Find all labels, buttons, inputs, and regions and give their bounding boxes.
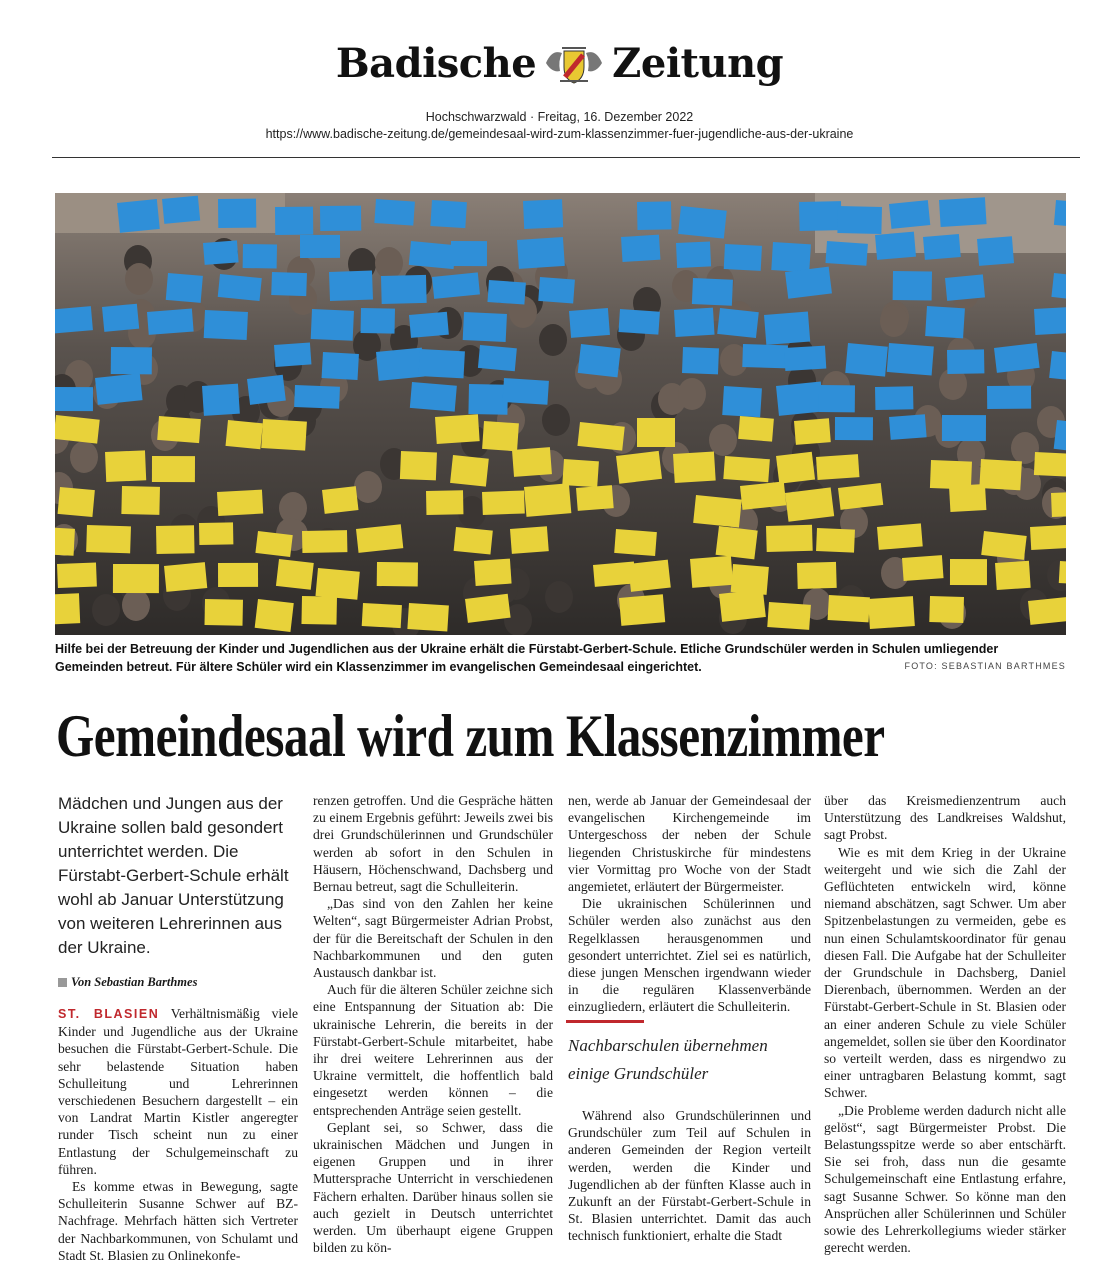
blue-sign [1049, 351, 1066, 383]
yellow-sign [1034, 452, 1066, 477]
blue-sign [374, 199, 415, 226]
yellow-sign [400, 451, 437, 480]
blue-sign [942, 415, 986, 441]
blue-sign [517, 237, 565, 269]
blue-sign [825, 241, 867, 266]
blue-sign [202, 384, 240, 416]
yellow-sign [1028, 597, 1066, 625]
blue-sign [945, 274, 985, 300]
blue-sign [994, 343, 1040, 373]
yellow-sign [261, 419, 307, 451]
yellow-sign [377, 562, 418, 586]
person-shape [678, 378, 706, 410]
blue-sign [785, 267, 832, 299]
yellow-sign [794, 418, 831, 445]
blue-sign [432, 272, 480, 298]
yellow-sign [719, 589, 766, 622]
blue-sign [468, 384, 508, 415]
newspaper-logo [336, 40, 783, 87]
blue-sign [166, 273, 203, 303]
yellow-sign [301, 596, 337, 625]
blue-sign [674, 308, 715, 337]
dateline: ST. BLASIEN [58, 1007, 160, 1021]
blue-sign [95, 373, 143, 405]
yellow-sign [616, 451, 662, 484]
yellow-sign [766, 525, 813, 552]
yellow-sign [981, 531, 1027, 560]
blue-sign [618, 309, 659, 335]
yellow-sign [510, 526, 549, 554]
yellow-sign [877, 523, 923, 550]
article-headline: Gemeindesaal wird zum Klassenzimmer [56, 703, 885, 769]
article-column-3 [568, 792, 811, 1016]
blue-sign [819, 385, 855, 412]
blue-sign [409, 312, 449, 338]
yellow-sign [164, 562, 207, 592]
yellow-sign [407, 603, 449, 631]
blue-sign [271, 272, 307, 296]
yellow-sign [86, 525, 131, 553]
yellow-sign [454, 527, 493, 555]
yellow-sign [157, 416, 201, 443]
yellow-sign [435, 414, 480, 444]
person-shape [122, 589, 150, 621]
byline-marker [58, 978, 67, 987]
blue-sign [569, 308, 610, 338]
yellow-sign [628, 560, 671, 592]
blue-sign [889, 414, 927, 440]
blue-sign [204, 310, 248, 340]
photo-credit: FOTO: SEBASTIAN BARTHMES [904, 661, 1066, 671]
blue-sign [361, 308, 395, 334]
blue-sign [478, 345, 517, 371]
blue-sign [320, 206, 361, 231]
yellow-sign [1051, 491, 1066, 517]
blue-sign [376, 348, 425, 381]
blue-sign [430, 200, 467, 228]
blue-sign [311, 309, 354, 341]
yellow-sign [797, 562, 837, 589]
blue-sign [925, 306, 965, 338]
yellow-sign [995, 561, 1031, 590]
yellow-sign [562, 459, 599, 487]
yellow-sign [482, 490, 525, 515]
yellow-sign [199, 522, 233, 545]
yellow-sign [828, 595, 870, 622]
blue-sign [724, 244, 762, 271]
paragraph-text: Verhältnismäßig viele Kinder und Jugendliche aus der Ukraine besuchen die Fürstabt-Gerbert-Schule. Die sehr belastende Situation haben Schulleitung und Lehrerinnen verschiedenen Besuchern dargestellt – ein von Landrat Martin Kistler angeregter runder Tisch scheint nun zu einer Entlastung der Schulgemeinschaft zu führen. [58, 1006, 298, 1177]
yellow-sign [426, 490, 463, 515]
yellow-sign [738, 416, 774, 442]
article-column-2 [313, 792, 553, 1256]
blue-sign [845, 343, 888, 377]
paragraph: Auch für die älteren Schüler zeichne sich eine Entspannung der Situation ab: Die ukrainische Lehrerin, die bereits in der Fürstabt-Gerbert-Schule mitarbeitet, habe ihr drei weitere Lehrerinnen aus der Ukraine vermittelt, die hoffentlich bald eingesetzt werden können – die entsprechenden Anträge seien gestellt. [313, 982, 553, 1118]
blue-sign [451, 241, 487, 266]
yellow-sign [482, 421, 519, 451]
yellow-sign [1030, 525, 1066, 550]
yellow-sign [113, 564, 159, 593]
person-shape [92, 594, 120, 626]
yellow-sign [950, 559, 987, 585]
yellow-sign [949, 484, 986, 512]
blue-sign [55, 306, 93, 334]
logo-word-right: Zeitung [612, 40, 784, 87]
article-url[interactable]: https://www.badische-zeitung.de/gemeindesaal-wird-zum-klassenzimmer-fuer-jugendliche-aus-der-ukraine [265, 127, 854, 141]
paragraph: Wie es mit dem Krieg in der Ukraine weitergeht und wie sich die Zahl der Geflüchteten entwickeln wird, könne niemand abschätzen, sagt Schwer. Um aber Spitzenbelastungen zu vermeiden, gebe es nun einen Schulamtskoordinator für genau diesen Fall. Die Aufgabe hat der Schulleiter der Grundschule in Dachsberg, Daniel Dierenbach, übernommen. Werden an der Fürstabt-Gerbert-Schule in St. Blasien oder an einer anderen Schule zu viele Schüler angemeldet, sollen sie über den Koordinator so verteilt werden, dass es nirgendwo zu einer untragbaren Belastung kommt, sagt Schwer. [824, 844, 1066, 1101]
blue-sign [55, 387, 93, 411]
article-subhead: Nachbarschulen übernehmen einige Grundschüler [568, 1036, 768, 1083]
yellow-sign [226, 420, 263, 449]
yellow-sign [474, 559, 512, 586]
blue-sign [977, 236, 1014, 266]
blue-sign [117, 199, 160, 233]
blue-sign [329, 270, 373, 300]
blue-sign [322, 352, 359, 380]
blue-sign [275, 207, 313, 235]
paragraph: renzen getroffen. Und die Gespräche hätten zu einem Ergebnis geführt: Jeweils zwei bis drei Grundschülerinnen und Grundschüler werden ab sofort in den Schulen in Häusern, Höchenschwand, Dachsberg und Bernau betreut, sagt die Schulleiterin. [313, 793, 553, 895]
person-shape [709, 424, 737, 456]
yellow-sign [576, 485, 614, 511]
yellow-sign [673, 451, 716, 482]
blue-sign [893, 271, 932, 301]
blue-sign [771, 242, 811, 272]
paragraph: „Das sind von den Zahlen her keine Welten“, sagt Bürgermeister Adrian Probst, der für die Bereitschaft der Schulen in den Nachbarkommunen und den guten Austausch dankbar ist. [313, 896, 553, 981]
blue-sign [637, 201, 671, 230]
yellow-sign [255, 531, 292, 557]
blue-sign [1051, 273, 1066, 301]
blue-sign [923, 234, 961, 260]
blue-sign [419, 349, 465, 378]
yellow-sign [723, 456, 770, 482]
blue-sign [243, 244, 277, 269]
blue-sign [102, 304, 139, 332]
header-rule [52, 157, 1080, 158]
blue-sign [939, 197, 987, 227]
person-shape [539, 324, 567, 356]
paragraph: Während also Grundschülerinnen und Grundschüler zum Teil auf Schulen in anderen Gemeinden der Region verteilt werden, werden die Kinder und Jugendlichen ab der fünften Klasse auch in Zukunft an der Fürstabt-Gerbert-Schule in St. Blasien unterrichtet. Damit das auch technisch funktioniert, erhalte die Stadt [568, 1108, 811, 1244]
masthead [0, 40, 1119, 87]
blue-sign [300, 235, 340, 258]
blue-sign [502, 378, 548, 405]
paragraph: Die ukrainischen Schülerinnen und Schüler werden also zunächst aus den Regelklassen herausgenommen und gesondert unterrichtet. Ziel sei es natürlich, diese jungen Menschen irgendwann wieder in die regulären Klassenverbände einzugliedern, erläutert die Schulleiterin. [568, 896, 811, 1015]
yellow-sign [362, 603, 402, 628]
yellow-sign [218, 563, 258, 587]
blue-sign [717, 308, 759, 338]
yellow-sign [524, 483, 571, 517]
byline [58, 975, 298, 990]
yellow-sign [785, 487, 834, 521]
blue-sign [463, 312, 507, 342]
blue-sign [162, 196, 200, 224]
blue-sign [111, 347, 152, 374]
yellow-sign [1059, 561, 1066, 585]
yellow-sign [693, 495, 742, 528]
yellow-sign [716, 526, 758, 559]
blue-sign [147, 309, 194, 335]
yellow-sign [57, 563, 97, 588]
crowd-with-signs-image [55, 193, 1066, 635]
subhead-rule [566, 1020, 644, 1023]
byline-author: Von Sebastian Barthmes [71, 975, 198, 989]
person-shape [375, 247, 403, 279]
yellow-sign [776, 452, 815, 484]
yellow-sign [152, 456, 195, 482]
blue-sign [1054, 200, 1066, 228]
yellow-sign [55, 593, 80, 625]
blue-sign [784, 346, 826, 371]
blue-sign [676, 241, 711, 268]
yellow-sign [767, 602, 811, 630]
person-shape [542, 404, 570, 436]
blue-sign [678, 206, 727, 239]
blue-sign [722, 386, 762, 417]
blue-sign [987, 386, 1031, 409]
blue-sign [875, 232, 916, 260]
blue-sign [247, 375, 286, 405]
yellow-sign [619, 594, 665, 626]
paragraph: „Die Probleme werden dadurch nicht alle gelöst“, sagt Bürgermeister Probst. Die Belastungsspitze werde so aber entschärft. Sie sei froh, dass nun die gesamte Schulgemeinschaft eine Entlastung erfahre, sagt Susanne Schwer. So könne man den Ansprüchen aller Schülerinnen und Schüler sowie des Lehrerkollegiums wieder stärker gerecht werden. [824, 1102, 1066, 1256]
yellow-sign [816, 528, 855, 553]
blue-sign [835, 417, 873, 440]
blue-sign [889, 200, 930, 229]
blue-sign [538, 277, 575, 303]
yellow-sign [450, 455, 489, 487]
yellow-sign [217, 490, 263, 516]
blue-sign [274, 342, 311, 366]
person-shape [880, 305, 908, 337]
blue-sign [742, 344, 788, 368]
blue-sign [203, 240, 239, 265]
blue-sign [218, 274, 262, 301]
yellow-sign [577, 422, 624, 451]
logo-word-left: Badische [335, 40, 537, 87]
paragraph: nen, werde ab Januar der Gemeindesaal der evangelischen Kirchengemeinde im Untergeschoss der neben der Schule liegenden Christuskirche für mindestens vier Vormittag pro Woche von der Stadt angemietet, erläutert der Bürgermeister. [568, 793, 811, 895]
yellow-sign [255, 599, 294, 632]
blue-sign [381, 275, 427, 304]
blue-sign [692, 278, 733, 306]
blue-sign [799, 201, 842, 231]
edition-date-line: Hochschwarzwald · Freitag, 16. Dezember 2022 [425, 110, 694, 124]
yellow-sign [276, 559, 314, 590]
blue-sign [764, 312, 810, 345]
article-column-4 [824, 792, 1066, 1256]
blue-sign [621, 235, 660, 262]
blue-sign [776, 382, 824, 416]
person-shape [545, 581, 573, 613]
yellow-sign [121, 486, 160, 515]
yellow-sign [55, 527, 75, 556]
blue-sign [218, 199, 256, 228]
yellow-sign [55, 415, 100, 444]
yellow-sign [979, 459, 1022, 490]
yellow-sign [929, 596, 964, 623]
blue-sign [887, 343, 934, 375]
yellow-sign [356, 524, 403, 553]
blue-sign [1034, 307, 1066, 335]
yellow-sign [740, 481, 786, 509]
yellow-sign [156, 525, 195, 554]
yellow-sign [614, 529, 657, 556]
yellow-sign [205, 599, 243, 626]
yellow-sign [105, 450, 146, 482]
article-lead: Mädchen und Jungen aus der Ukraine sollen bald gesondert unterrichtet werden. Die Fürstabt-Gerbert-Schule erhält wohl ab Januar Unterstützung von weiteren Lehrerinnen aus der Ukraine. [58, 794, 289, 957]
article-column-3-cont [568, 1107, 811, 1245]
yellow-sign [302, 530, 347, 553]
yellow-sign [690, 556, 733, 588]
article-photo [55, 193, 1066, 635]
coat-of-arms-icon [542, 41, 606, 87]
blue-sign [682, 347, 719, 374]
paragraph [58, 1005, 298, 1178]
blue-sign [523, 199, 563, 229]
yellow-sign [322, 486, 358, 514]
person-shape [70, 441, 98, 473]
paragraph: Geplant sei, so Schwer, dass die ukrainischen Mädchen und Jungen in eigenen Gruppen und in ihrer Muttersprache Unterricht in verschiedenen Fächern erhalten. Darüber hinaus sollen sie auch gezielt in Deutsch unterrichtet werden. Um überhaupt eigene Gruppen bilden zu kön- [313, 1119, 553, 1256]
yellow-sign [637, 418, 675, 447]
blue-sign [947, 349, 984, 374]
blue-sign [294, 385, 340, 409]
yellow-sign [816, 454, 859, 480]
blue-sign [409, 241, 456, 269]
yellow-sign [902, 555, 944, 581]
blue-sign [837, 206, 882, 234]
paragraph: über das Kreismedienzentrum auch Unterstützung des Landkreises Waldshut, sagt Probst. [824, 793, 1066, 843]
blue-sign [487, 280, 525, 305]
yellow-sign [512, 447, 552, 477]
yellow-sign [731, 564, 769, 595]
blue-sign [410, 382, 457, 412]
photo-caption: Hilfe bei der Betreuung der Kinder und Jugendlichen aus der Ukraine erhält die Fürstabt-Gerbert-Schule. Etliche Grundschüler werden in Schulen umliegender Gemeinden betreut. Für ältere Schüler wird ein Klassenzimmer im evangelischen Gemeindesaal eingerichtet. [55, 642, 999, 674]
yellow-sign [315, 568, 359, 600]
person-shape [125, 263, 153, 295]
yellow-sign [868, 596, 915, 629]
person-shape [354, 471, 382, 503]
yellow-sign [58, 487, 95, 517]
blue-sign [578, 344, 621, 377]
paragraph: Es komme etwas in Bewegung, sagte Schulleiterin Susanne Schwer auf BZ-Nachfrage. Mehrfach hätten sich Vertreter der Nachbarkommunen, von Schulamt und Stadt St. Blasien zu Onlinekonfe- [58, 1179, 298, 1263]
article-column-1 [58, 1005, 298, 1264]
blue-sign [875, 386, 913, 410]
